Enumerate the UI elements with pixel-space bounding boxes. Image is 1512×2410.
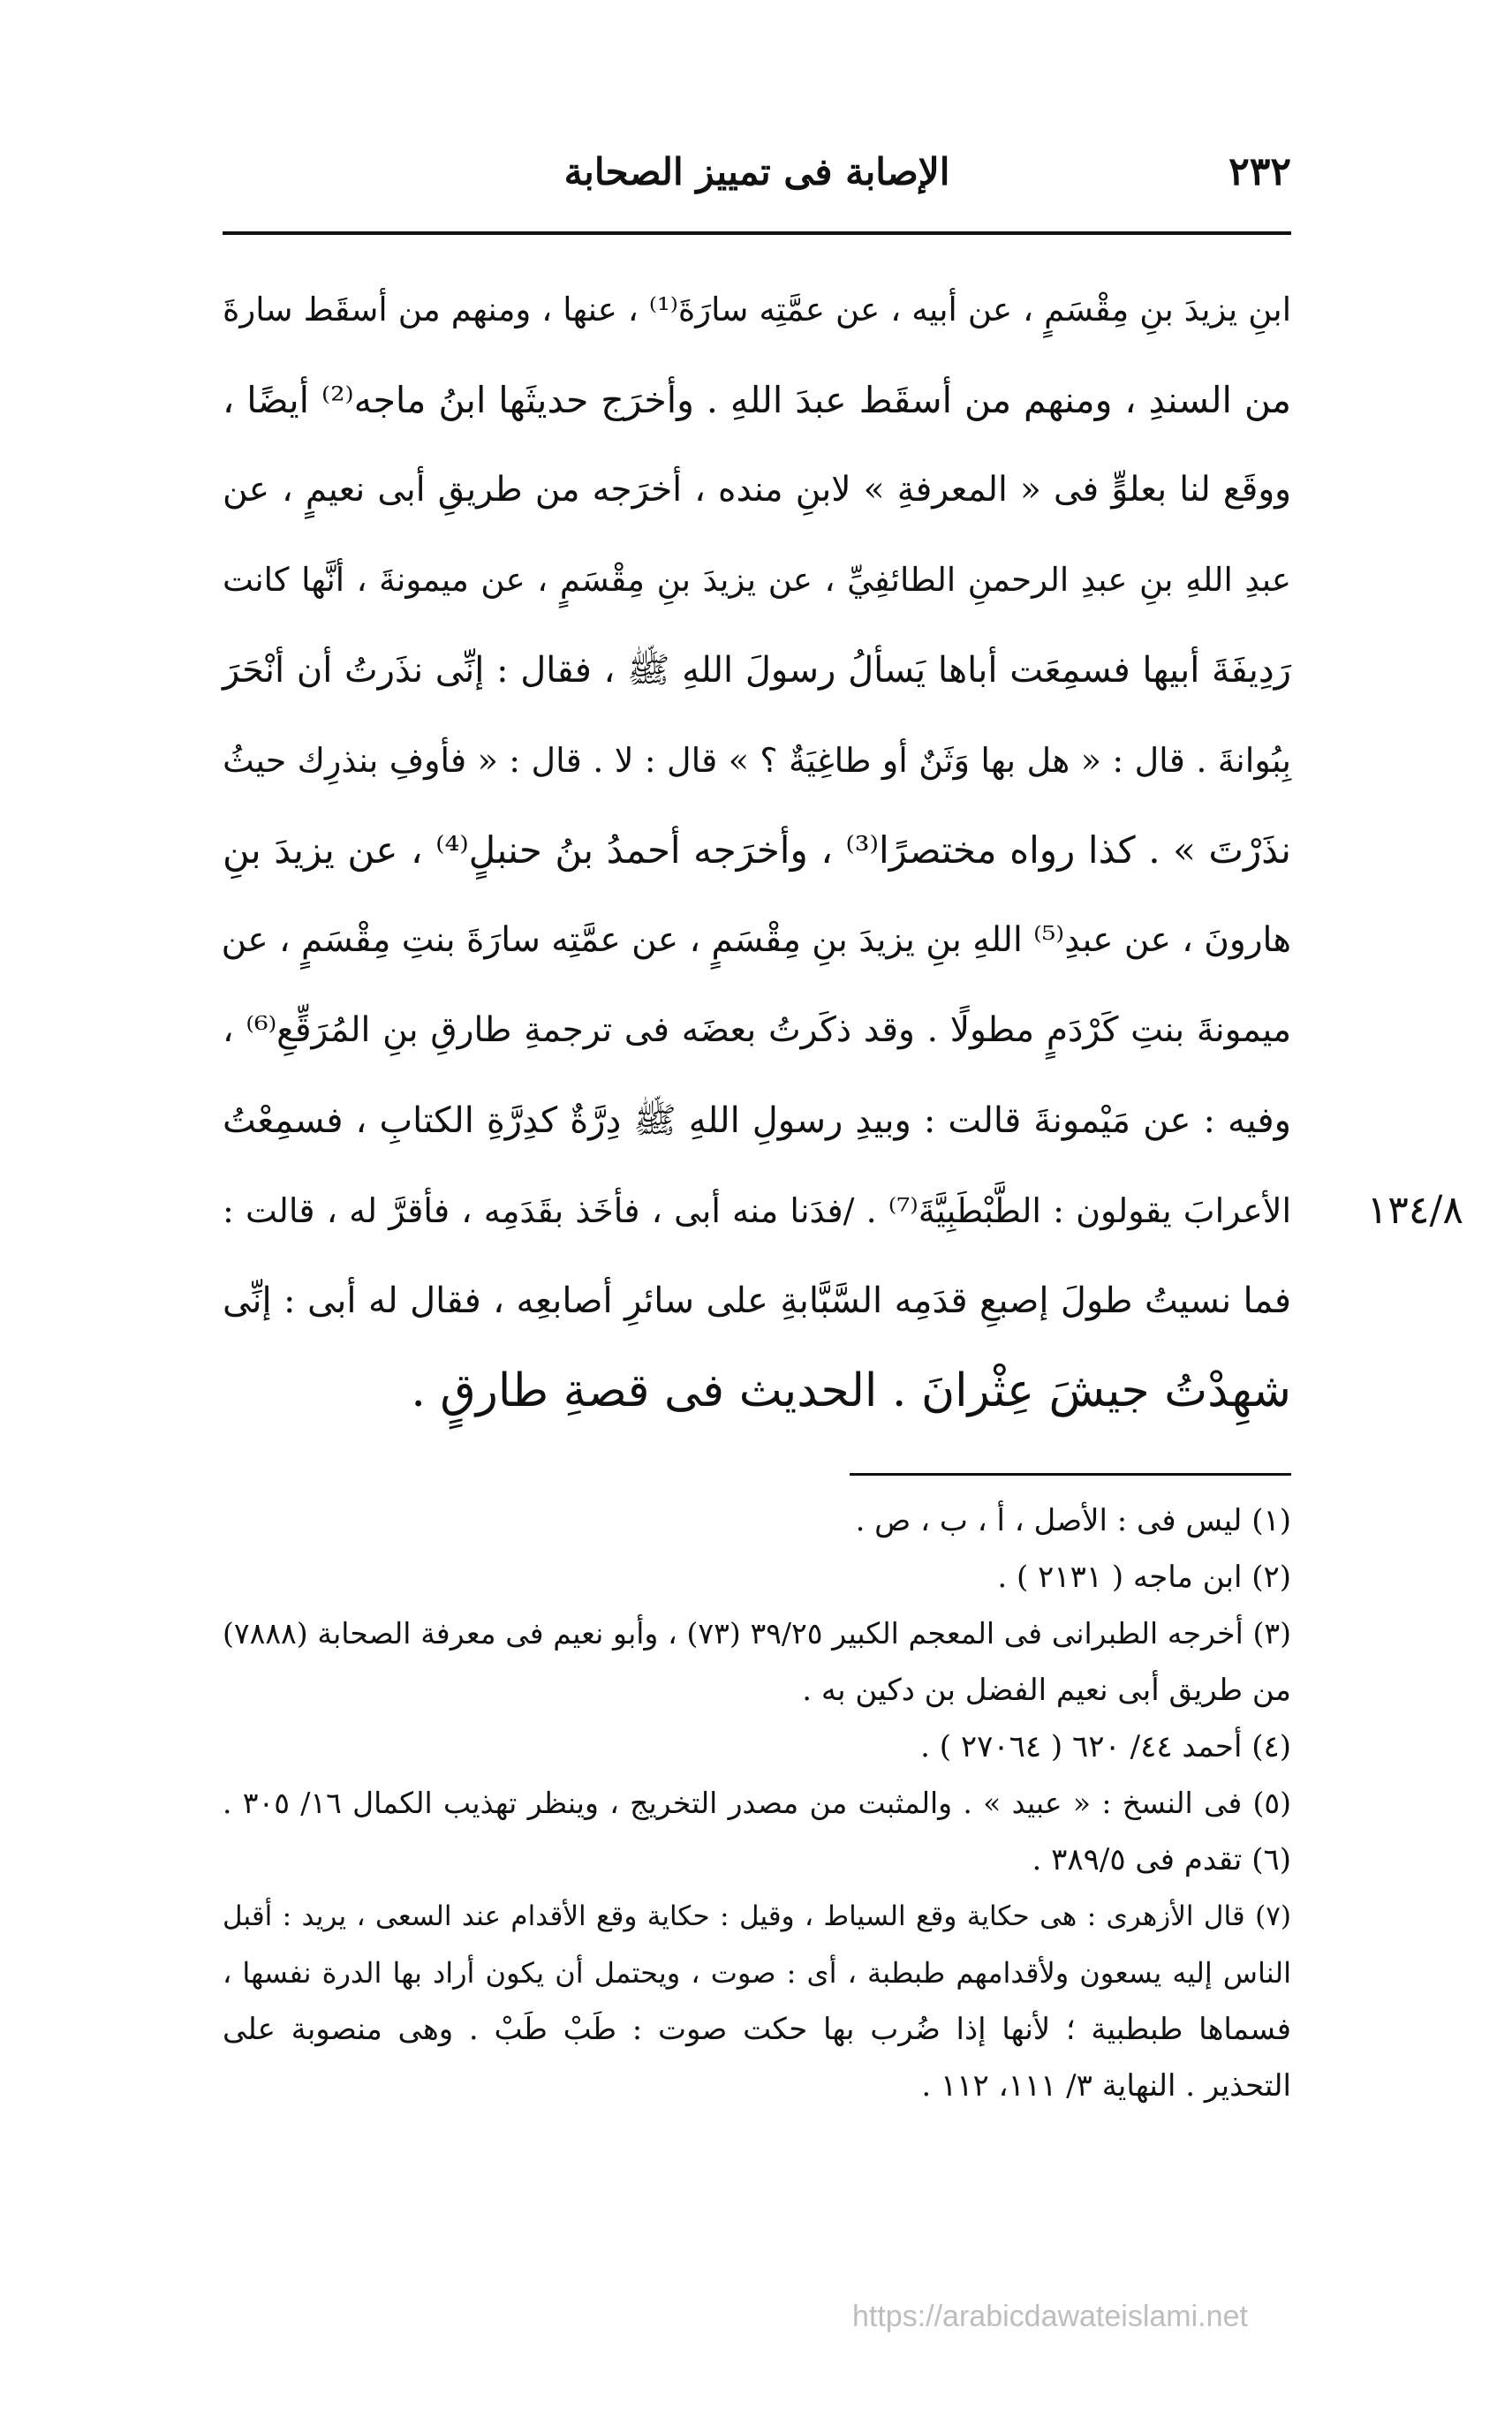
footnote-line: (٤) أحمد ٤٤/ ٦٢٠ ( ٢٧٠٦٤ ) . (920, 1729, 1291, 1764)
footnote-line: (٦) تقدم فى ٣٨٩/٥ . (1032, 1842, 1291, 1877)
footnote-line: من طريق أبى نعيم الفضل بن دكين به . (802, 1673, 1291, 1708)
footnote-line: (٣) أخرجه الطبرانى فى المعجم الكبير ٣٩/٢٥ (٧٣) ، وأبو نعيم فى معرفة الصحابة (٧٨٨٨) (223, 1616, 1291, 1651)
body-line: عبدِ اللهِ بنِ عبدِ الرحمنِ الطائفِيِّ ، عن يزيدَ بنِ مِقْسَمٍ ، عن ميمونةَ ، أنَّها كانت (223, 561, 1291, 599)
running-title: الإصابة فى تمييز الصحابة (563, 150, 950, 193)
footnotes (223, 1492, 1291, 2114)
page-number: ٢٣٢ (1228, 149, 1291, 194)
body-line-with-margin-ref (223, 1166, 1463, 1256)
body-line: ووقَع لنا بعلوٍّ فى « المعرفةِ » لابنِ منده ، أخرَجه من طريقِ أبى نعيمٍ ، عن (223, 470, 1291, 510)
footnote-line: التحذير . النهاية ٣/ ١١١، ١١٢ . (921, 2068, 1291, 2104)
footnote-line: فسماها طبطبية ؛ لأنها إذا ضُرب بها حكت صوت : طَبْ طَبْ . وهى منصوبة على (223, 2012, 1291, 2047)
watermark-url: https://arabicdawateislami.net (852, 2300, 1248, 2333)
footnote-line: (٥) فى النسخ : « عبيد » . والمثبت من مصدر التخريج ، وينظر تهذيب الكمال ١٦/ ٣٠٥ . (223, 1786, 1292, 1820)
header-rule (223, 231, 1291, 235)
body-line: من السندِ ، ومنهم من أسقَط عبدَ اللهِ . وأخرَج حديثَها ابنُ ماجه⁽²⁾ أيضًا ، (223, 379, 1291, 421)
body-line: ميمونةَ بنتِ كَرْدَمٍ مطولًا . وقد ذكَرتُ بعضَه فى ترجمةِ طارقِ بنِ المُرَقِّعِ⁽⁶⁾ ، (223, 1010, 1291, 1050)
body-line-text: الأعرابَ يقولون : الطَّبْطَبِيَّةَ⁽⁷⁾ . /فدَنا منه أبى ، فأخَذ بقَدَمِه ، فأقرَّ له ، قالت : (223, 1191, 1291, 1230)
body-line: رَدِيفَةَ أبيها فسمِعَت أباها يَسألُ رسولَ اللهِ ﷺ ، فقال : إنِّى نذَرتُ أن أنْحَرَ (223, 650, 1291, 691)
footnote-separator (850, 1473, 1291, 1476)
body-line: ابنِ يزيدَ بنِ مِقْسَمٍ ، عن أبيه ، عن عمَّتِه سارَةَ⁽¹⁾ ، عنها ، ومنهم من أسقَط سارةَ (223, 291, 1291, 329)
main-text (221, 265, 1463, 1436)
page-header (223, 141, 1291, 203)
body-line: هارونَ ، عن عبدِ⁽⁵⁾ اللهِ بنِ يزيدَ بنِ مِقْسَمٍ ، عن عمَّتِه سارَةَ بنتِ مِقْسَمٍ ، عن (221, 920, 1291, 960)
body-line: وفيه : عن مَيْمونةَ قالت : وبيدِ رسولِ اللهِ ﷺ دِرَّةٌ كدِرَّةِ الكتابِ ، فسمِعْتُ (223, 1100, 1291, 1141)
footnote-line: (٢) ابن ماجه ( ٢١٣١ ) . (997, 1560, 1291, 1595)
footnote-line: (٧) قال الأزهرى : هى حكاية وقع السياط ، وقيل : حكاية وقع الأقدام عند السعى ، يريد : أقبل (223, 1900, 1291, 1932)
body-line: فما نسيتُ طولَ إصبعِ قدَمِه السَّبَّابةِ على سائرِ أصابعِه ، فقال له أبى : إنِّى (223, 1281, 1291, 1321)
body-line: بِبُوانةَ . قال : « هل بها وَثَنٌ أو طاغِيَةٌ ؟ » قال : لا . قال : « فأوفِ بنذرِك حيثُ (223, 741, 1291, 780)
body-line: شهِدْتُ جيشَ عِثْرانَ . الحديث فى قصةِ طارقٍ . (411, 1364, 1291, 1417)
body-line: نذَرْتَ » . كذا رواه مختصرًا⁽³⁾ ، وأخرَجه أحمدُ بنُ حنبلٍ⁽⁴⁾ ، عن يزيدَ بنِ (223, 828, 1291, 872)
footnote-line: الناس إليه يسعون ولأقدامهم طبطبة ، أى : صوت ، ويحتمل أن يكون أراد بها الدرة نفسها ، (223, 1956, 1292, 1990)
footnote-line: (١) ليس فى : الأصل ، أ ، ب ، ص . (855, 1503, 1291, 1538)
margin-page-reference: ١٣٤/٨ (1366, 1188, 1463, 1233)
